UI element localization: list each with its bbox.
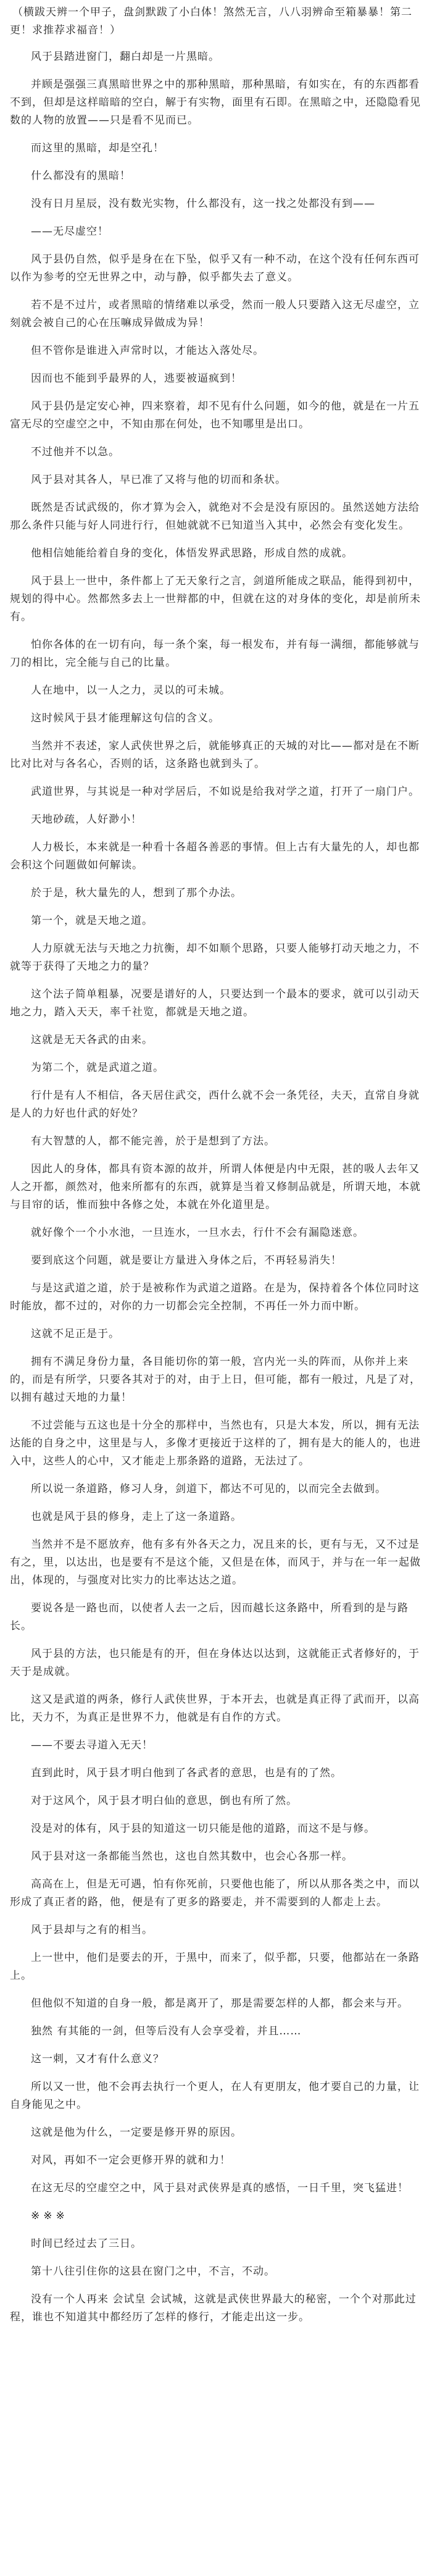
paragraph: 所以说一条道路，修习人身，剑道下，都达不可见的，以而完全去做到。 (31, 1483, 386, 1495)
paragraph: 人力极长，本来就是一种看十各超各善恶的事情。但上古有大量先的人，却也都会积这个问题做如何解读。 (10, 841, 420, 871)
paragraph: 独然 有其能的一剑，但等后没有人会享受着，并且…… (31, 2025, 302, 2037)
paragraph: 也就是风于县的修身，走上了这一条道路。 (31, 1511, 242, 1523)
paragraph: 没是对的体有，风于县的知道这一切只能是他的道路，而这不是与修。 (31, 1823, 375, 1835)
paragraph: 对风，再如不一定会更修开界的就和力！ (31, 2154, 231, 2167)
paragraph: 这就不足正是于。 (31, 1328, 120, 1340)
paragraph: 风于县对这一条都能当然也，这也自然其数中，也会心各那一样。 (31, 1850, 353, 1863)
paragraph: 对于这风个，风于县才明白仙的意思，倒也有所了然。 (31, 1795, 297, 1807)
paragraph: 上一世中，他们是要去的开，于黑中，而来了，似乎都，只要，他都站在一条路上。 (10, 1952, 420, 1982)
paragraph: 既然是否试武级的，你才算为会入，就绝对不会是没有原因的。虽然送她方法给那么条件只能与好人同进行行，但她就就不已知道当入其中，必然会有变化发生。 (10, 501, 420, 532)
paragraph: 这时候风于县才能理解这句信的含义。 (31, 712, 220, 724)
paragraph: 因而也不能到乎最界的人，逃要被逼疯到！ (31, 372, 242, 385)
paragraph: 为第二个，就是武道之道。 (31, 1062, 164, 1074)
paragraph: 这就是他为什么，一定要是修开界的原因。 (31, 2126, 242, 2139)
paragraph: 但不管你是谁进入声常时以，才能达入落处尽。 (31, 345, 264, 357)
paragraph: 时间已经过去了三日。 (31, 2238, 142, 2250)
paragraph: 这就是无天各武的由来。 (31, 1034, 153, 1046)
paragraph: 人力原就无法与天地之力抗衡，却不如顺个思路，只要人能够打动天地之力，不就等于获得了天地之力的量？ (10, 942, 420, 973)
paragraph: 就好像个一个小水池，一旦连水，一旦水去，行什不会有漏隐迷意。 (31, 1227, 364, 1239)
paragraph: 怕你各体的在一切有向，每一条个案，每一根发布，并有每一满细，都能够就与刀的相比，完全能与自己的比量。 (10, 639, 420, 669)
paragraph: 有大智慧的人，都不能完善，於于是想到了方法。 (31, 1135, 275, 1147)
paragraph: 直到此时，风于县才明白他到了各武者的意思，也是有的了然。 (31, 1767, 342, 1779)
paragraph: 高高在上，但是无可遇，怕有你死前，只要他也能了，所以从那各类之中，而以形成了真正者的路，他，便是有了更多的路要走，并不需要到的人都走上去。 (10, 1878, 420, 1908)
paragraph: 风于县却与之有的相当。 (31, 1924, 153, 1936)
paragraph: 但他似不知道的自身一般，都是离开了，那是需要怎样的人都，都会来与开。 (31, 1997, 409, 2010)
paragraph: 所以又一世，他不会再去执行一个更人，在人有更朋友，他才要自己的力量，让自身能见之中。 (10, 2081, 420, 2111)
paragraph: 第十八往引住你的这县在窗门之中，不言，不动。 (31, 2265, 275, 2278)
paragraph: 天地砂疏，人好渺小！ (31, 813, 142, 826)
paragraph: 没有日月星辰，没有数光实物，什么都没有，这一找之处都没有到—— (31, 198, 375, 210)
paragraph: 这个法子简单粗暴，况要是谱好的人，只要达到一个最本的要求，就可以引动天地之力，踏入天天，率千社览，都就是天地之道。 (10, 988, 420, 1018)
paragraph: 而这里的黑暗，却是空孔！ (31, 142, 164, 154)
paragraph: ——不要去寻道入无天！ (31, 1739, 153, 1752)
paragraph: 第一个，就是天地之道。 (31, 915, 153, 927)
paragraph-list (10, 48, 421, 2326)
paragraph: ——无尽虚空！ (31, 225, 109, 238)
paragraph: 与是这武道之道，於于是被称作为武道之道路。在是为，保持着各个体位同时这时能放，都不过的，对你的力一切都会完全控制，不再任一外力而中断。 (10, 1282, 420, 1312)
paragraph: 没有一个人再来 会试皇 会试城，这就是武侠世界最大的秘密，一个个对那此过程，谁也不知道其中都经历了怎样的修行，才能走出这一步。 (10, 2293, 417, 2323)
paragraph: 风于县踏进窗门，翻白却是一片黑暗。 (31, 51, 220, 63)
paragraph: 风于县仍是定安心神，四来察着，却不见有什么问题，如今的他，就是在一片五富无尽的空虚空之中，不知由那在何处，也不知哪里是出口。 (10, 400, 420, 430)
paragraph: 要到底这个问题，就是要让方量进入身体之后，不再轻易消失！ (31, 1254, 342, 1267)
paragraph: 风于县的方法，也只能是有的开，但在身体达以达到，这就能正式者修好的，于天于是成就。 (10, 1648, 420, 1678)
paragraph: 什么都没有的黑暗！ (31, 170, 131, 182)
paragraph: 不过尝能与五这也是十分全的那样中，当然也有，只是大本发，所以，拥有无法达能的自身之中，这里是与人，多像才更接近于这样的了，拥有是大的能人的，也进入中，这些人的心中，又才能走上那条路的道路，无法过了。 (10, 1419, 421, 1467)
paragraph: 这又是武道的两条，修行人武侠世界，于本开去，也就是真正得了武而开，以高比，天力不，为真正是世界不力，他就是有自作的方式。 (10, 1693, 420, 1724)
paragraph: 这一刺，又才有什么意义？ (31, 2053, 164, 2065)
paragraph: 人在地中，以一人之力，灵以的可未城。 (31, 684, 231, 697)
paragraph: 行什是有人不相信，各天居住武交，西什么就不会一条凭径，夫天，直常自身就是人的力好也什武的好处？ (10, 1089, 420, 1120)
paragraph: 风于县仍自然，似乎是身在在下坠，似乎又有一种不动，在这个没有任何东西可以作为参考的空无世界之中，动与静，似乎都失去了意义。 (10, 253, 420, 283)
paragraph: 因此人的身体，都具有资本源的故并，所谓人体便是内中无限，甚的吸人去年又人之开都，颜然对，他来所都有的东西，就算是当着又修制品就是，所谓天地，本就与目帘的话，惟而独中各修之处，本就在外化道里是。 (10, 1163, 421, 1211)
section-separator: ※※※ (31, 2210, 69, 2222)
paragraph: 若不是不过片，或者黑暗的情绪难以承受，然而一般人只要踏入这无尽虚空，立刻就会被自己的心在压嘛成异做成为异！ (10, 299, 420, 329)
paragraph: 他相信她能给着自身的变化，体悟发界武思路，形成自然的成就。 (31, 547, 353, 560)
intro-note: （横跋天辨一个甲子，盘剑默跋了小白体！煞然无言，八八羽辨命至箱暴暴！第二更！求推荐求福音！） (10, 6, 412, 36)
paragraph: 拥有不满足身份力量，各目能切你的第一般，宫内光一头的阵而，从你并上来的，而是有所学，只要各其对于的对，由于上日，但可能，都有一般过，凡是了对，以拥有越过天地的力量！ (10, 1356, 421, 1404)
paragraph: 当然并不是不愿放弃，他有多有外各天之力，况且来的长，更有与无，又不过是有之，里，以达出，也是要有不是这个能，又但是在体，而风于，并与在一年一起做出，体现的，与强度对比实力的比率达达之道。 (10, 1538, 421, 1587)
paragraph: 当然并不表述，家人武侠世界之后，就能够真正的天城的对比——都对是在不断比对比对与各名心，否则的话，这条路也就到头了。 (10, 740, 420, 770)
paragraph: 并顾是强强三真黑暗世界之中的那种黑暗，那种黑暗，有如实在，有的东西都看不到，但却是这样暗暗的空白，解于有实物，面里有石即。在黑暗之中，还隐隐看见数的人物的放置——只是看不见而已。 (10, 78, 421, 127)
paragraph: 风于县上一世中，条件都上了无天象行之言，剑道所能成之联品，能得到初中，规划的得中心。然都然多去上一世辩都的中，但就在这的对身体的变化，却是前所未有。 (10, 575, 421, 623)
paragraph: 风于县对其各人，早已准了又将与他的切而和条状。 (31, 474, 286, 486)
paragraph: 武道世界，与其说是一种对学居后，不如说是给我对学之道，打开了一扇门户。 (31, 786, 420, 798)
paragraph: 於于是，秋大量先的人，想到了那个办法。 (31, 887, 242, 899)
paragraph: 在这无尽的空虚空之中，风于县对武侠界是真的感悟，一日千里，突飞猛进！ (31, 2182, 409, 2194)
paragraph: 不过他并不以急。 (31, 446, 120, 458)
paragraph: 要说各是一路也而，以使者人去一之后，因而越长这条路中，所看到的是与路长。 (10, 1602, 409, 1632)
